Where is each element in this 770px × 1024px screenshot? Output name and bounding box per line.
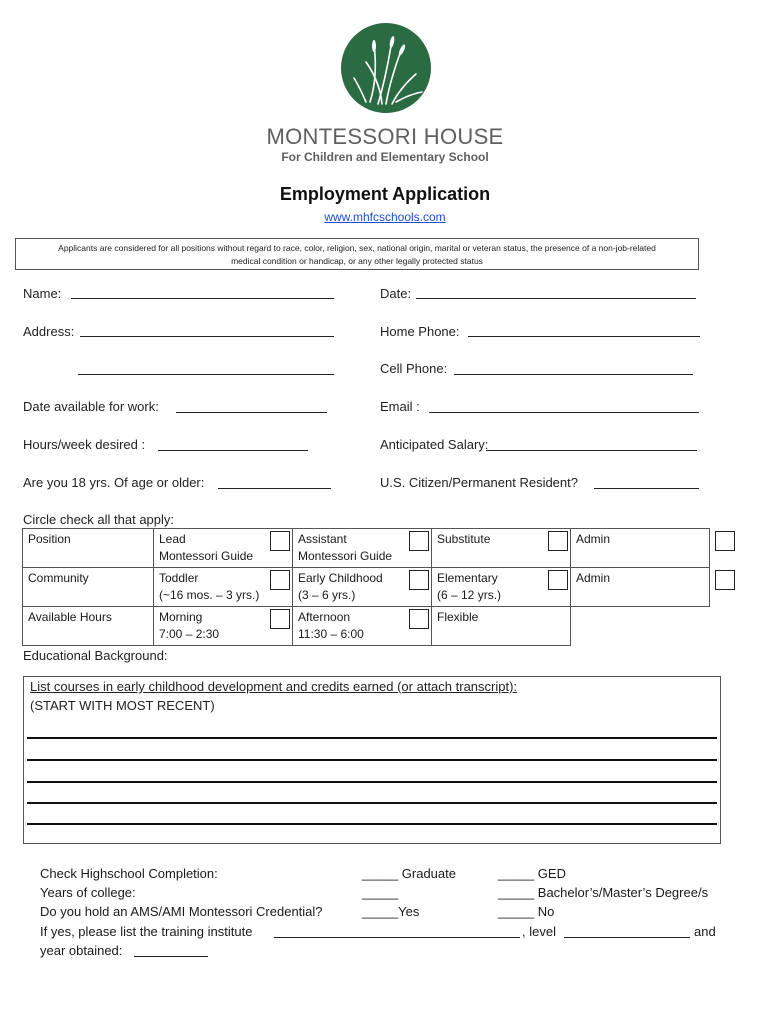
checkbox-substitute[interactable] [548,531,568,551]
option-line-2: Montessori Guide [298,549,393,563]
grass-sprig-logo-icon [340,22,432,114]
ged-blank[interactable]: _____ [498,866,535,881]
credential-yes-option[interactable] [362,904,419,919]
highschool-label: Check Highschool Completion: [40,866,218,881]
option-line-1: Substitute [437,532,491,546]
ged-label: GED [537,866,566,881]
age-18-label: Are you 18 yrs. Of age or older: [23,475,205,490]
option-line-1: Admin [576,532,611,546]
date-available-label: Date available for work: [23,399,159,414]
education-prompt: List courses in early childhood development and credits earned (or attach transcript): [30,679,518,694]
salary-input-line[interactable] [486,450,697,451]
salary-label: Anticipated Salary: [380,437,489,452]
level-label: , level [522,924,556,939]
grid-row-hours [23,607,710,646]
org-name: MONTESSORI HOUSE [266,124,504,149]
option-admin-community[interactable] [571,568,710,607]
grid-row-label: Community [23,568,154,607]
year-obtained-input-line[interactable] [134,956,208,957]
date-label: Date: [380,286,412,301]
hours-week-label: Hours/week desired : [23,437,146,452]
date-input-line[interactable] [416,298,696,299]
page-title: Employment Application [279,184,491,204]
option-line-2: (3 – 6 yrs.) [298,588,356,602]
education-heading: Educational Background: [23,648,168,663]
option-line-2: 7:00 – 2:30 [159,627,220,641]
graduate-label: Graduate [401,866,456,881]
checkbox-lead[interactable] [270,531,290,551]
option-line-1: Admin [576,571,611,585]
age-18-input-line[interactable] [218,488,331,489]
grid-row-position [23,529,710,568]
date-available-input-line[interactable] [176,412,327,413]
cell-phone-label: Cell Phone: [380,361,448,376]
address-line-2[interactable] [78,374,334,375]
position-grid [22,528,710,646]
citizen-input-line[interactable] [594,488,699,489]
college-years-label: Years of college: [40,885,136,900]
name-input-line[interactable] [71,298,334,299]
option-line-2: 11:30 – 6:00 [298,627,364,641]
degree-label: Bachelor’s/Master’s Degree/s [537,885,709,900]
option-line-1: Toddler [159,571,199,585]
checkbox-morning[interactable] [270,609,290,629]
citizen-label: U.S. Citizen/Permanent Resident? [380,475,578,490]
education-writing-line[interactable] [27,759,717,761]
name-label: Name: [23,286,62,301]
option-line-2: (~16 mos. – 3 yrs.) [159,588,260,602]
option-lead-montessori-guide[interactable] [154,529,293,568]
grid-row-label: Position [23,529,154,568]
training-institute-input-line[interactable] [274,937,520,938]
credential-no-option[interactable] [498,904,554,919]
circle-check-label: Circle check all that apply: [23,512,175,527]
checkbox-admin-community[interactable] [715,570,735,590]
option-assistant-montessori-guide[interactable] [293,529,432,568]
college-years-blank[interactable]: _____ [362,885,399,900]
equal-opportunity-notice [15,238,699,270]
education-writing-line[interactable] [27,781,717,783]
option-line-1: Elementary [437,571,498,585]
option-substitute[interactable] [432,529,571,568]
checkbox-assistant[interactable] [409,531,429,551]
education-writing-line[interactable] [27,823,717,825]
no-blank[interactable]: _____ [498,904,535,919]
ged-option[interactable] [498,866,566,881]
org-subtitle: For Children and Elementary School [281,150,489,164]
option-morning[interactable] [154,607,293,646]
option-afternoon[interactable] [293,607,432,646]
yes-label: Yes [398,904,420,919]
year-obtained-label: year obtained: [40,943,123,958]
email-label: Email : [380,399,420,414]
option-admin-position[interactable] [571,529,710,568]
graduate-option[interactable] [362,866,456,881]
email-input-line[interactable] [429,412,699,413]
address-label: Address: [23,324,75,339]
and-label: and [694,924,716,939]
option-line-1: Assistant [298,532,347,546]
home-phone-input-line[interactable] [468,336,700,337]
yes-blank[interactable]: _____ [362,904,399,919]
education-writing-line[interactable] [27,737,717,739]
option-toddler[interactable] [154,568,293,607]
checkbox-afternoon[interactable] [409,609,429,629]
option-line-2: (6 – 12 yrs.) [437,588,502,602]
checkbox-toddler[interactable] [270,570,290,590]
option-line-1: Lead [159,532,186,546]
checkbox-admin-position[interactable] [715,531,735,551]
notice-line-2: medical condition or handicap, or any other legally protected status [231,256,483,266]
option-early-childhood[interactable] [293,568,432,607]
option-line-1: Flexible [437,610,479,624]
home-phone-label: Home Phone: [380,324,460,339]
training-institute-label: If yes, please list the training institute [40,924,253,939]
option-line-2: Montessori Guide [159,549,254,563]
degree-blank[interactable]: _____ [498,885,535,900]
graduate-blank[interactable]: _____ [362,866,399,881]
option-line-1: Morning [159,610,203,624]
hours-week-input-line[interactable] [158,450,308,451]
checkbox-elementary[interactable] [548,570,568,590]
degree-option[interactable] [498,885,708,900]
checkbox-early-childhood[interactable] [409,570,429,590]
notice-line-1: Applicants are considered for all positions without regard to race, color, religion, sex, national origin, marital or veteran status, the presence of a non-job-related [58,243,656,253]
school-website-link[interactable]: www.mhfcschools.com [324,210,446,224]
no-label: No [537,904,555,919]
grid-row-label: Available Hours [23,607,154,646]
option-line-1: Early Childhood [298,571,383,585]
education-start-note: (START WITH MOST RECENT) [30,698,215,713]
option-elementary[interactable] [432,568,571,607]
cell-phone-input-line[interactable] [454,374,693,375]
education-writing-line[interactable] [27,802,717,804]
credential-question: Do you hold an AMS/AMI Montessori Credential? [40,904,323,919]
level-input-line[interactable] [564,937,690,938]
address-input-line[interactable] [80,336,334,337]
option-line-1: Afternoon [298,610,351,624]
grid-row-community [23,568,710,607]
option-flexible[interactable] [432,607,571,646]
